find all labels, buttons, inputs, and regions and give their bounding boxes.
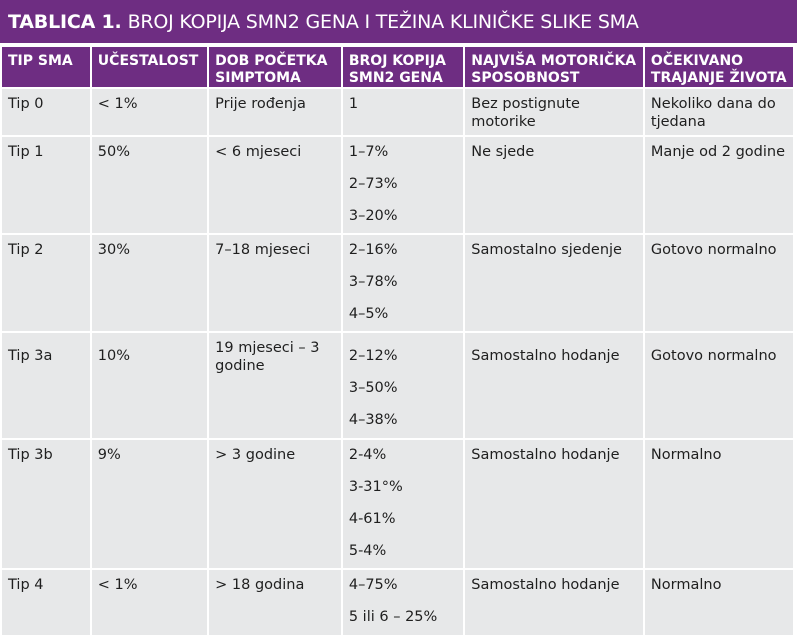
cell-ucestalost: 10% [92,333,207,438]
cell-trajanje: Gotovo normalno [645,333,793,438]
column-header: NAJVIŠA MOTORIČKA SPOSOBNOST [465,47,643,87]
cell-tip: Tip 2 [2,235,90,331]
table-title [0,0,797,43]
copy-number: 2-4% [348,447,387,463]
copy-number: 2–12% [348,348,398,364]
cell-tip: Tip 1 [2,137,90,233]
copy-number: 4–5% [348,306,389,322]
cell-kopije [343,89,463,135]
cell-trajanje: Nekoliko dana do tjedana [645,89,793,135]
cell-motoricka: Samostalno hodanje [465,440,643,568]
cell-trajanje: Manje od 2 godine [645,137,793,233]
copy-number: 4–38% [348,412,398,428]
cell-dob: > 18 godina [209,570,341,635]
sma-table [0,45,795,637]
cell-motoricka: Samostalno hodanje [465,333,643,438]
cell-motoricka: Samostalno sjedenje [465,235,643,331]
table-title-prefix: TABLICA 1. [8,10,122,33]
column-header: DOB POČETKA SIMPTOMA [209,47,341,87]
cell-motoricka: Bez postignute motorike [465,89,643,135]
cell-trajanje: Normalno [645,440,793,568]
cell-ucestalost: < 1% [92,89,207,135]
copy-number: 4-61% [348,511,396,527]
column-header: TIP SMA [2,47,90,87]
cell-trajanje: Gotovo normalno [645,235,793,331]
cell-motoricka: Samostalno hodanje [465,570,643,635]
column-header: UČESTALOST [92,47,207,87]
table-title-text: BROJ KOPIJA SMN2 GENA I TEŽINA KLINIČKE SLIKE SMA [127,10,639,33]
cell-tip: Tip 3b [2,440,90,568]
cell-dob: > 3 godine [209,440,341,568]
table-row [2,137,793,233]
table-row [2,570,793,635]
cell-motoricka: Ne sjede [465,137,643,233]
cell-trajanje: Normalno [645,570,793,635]
cell-dob: Prije rođenja [209,89,341,135]
table-row [2,89,793,135]
column-header: BROJ KOPIJA SMN2 GENA [343,47,463,87]
cell-tip: Tip 4 [2,570,90,635]
cell-ucestalost: 9% [92,440,207,568]
column-header: OČEKIVANO TRAJANJE ŽIVOTA [645,47,793,87]
cell-tip: Tip 3a [2,333,90,438]
copy-number: 1–7% [348,144,389,160]
copy-number: 3–20% [348,208,398,224]
cell-kopije [343,570,463,635]
copy-number: 1 [348,96,359,112]
cell-dob: 7–18 mjeseci [209,235,341,331]
cell-kopije [343,333,463,438]
copy-number: 3–78% [348,274,398,290]
cell-dob: < 6 mjeseci [209,137,341,233]
copy-number: 4–75% [348,577,398,593]
copy-number: 2–16% [348,242,398,258]
cell-tip: Tip 0 [2,89,90,135]
table-row [2,333,793,438]
copy-number: 5 ili 6 – 25% [348,609,438,625]
cell-kopije [343,137,463,233]
cell-ucestalost: < 1% [92,570,207,635]
copy-number: 3-31°% [348,479,403,495]
copy-number: 3–50% [348,380,398,396]
copy-number: 5-4% [348,543,387,559]
copy-number: 2–73% [348,176,398,192]
cell-ucestalost: 30% [92,235,207,331]
table-row [2,440,793,568]
cell-kopije [343,440,463,568]
cell-dob: 19 mjeseci – 3 godine [209,333,341,438]
cell-ucestalost: 50% [92,137,207,233]
table-row [2,235,793,331]
header-row [2,47,793,87]
cell-kopije [343,235,463,331]
